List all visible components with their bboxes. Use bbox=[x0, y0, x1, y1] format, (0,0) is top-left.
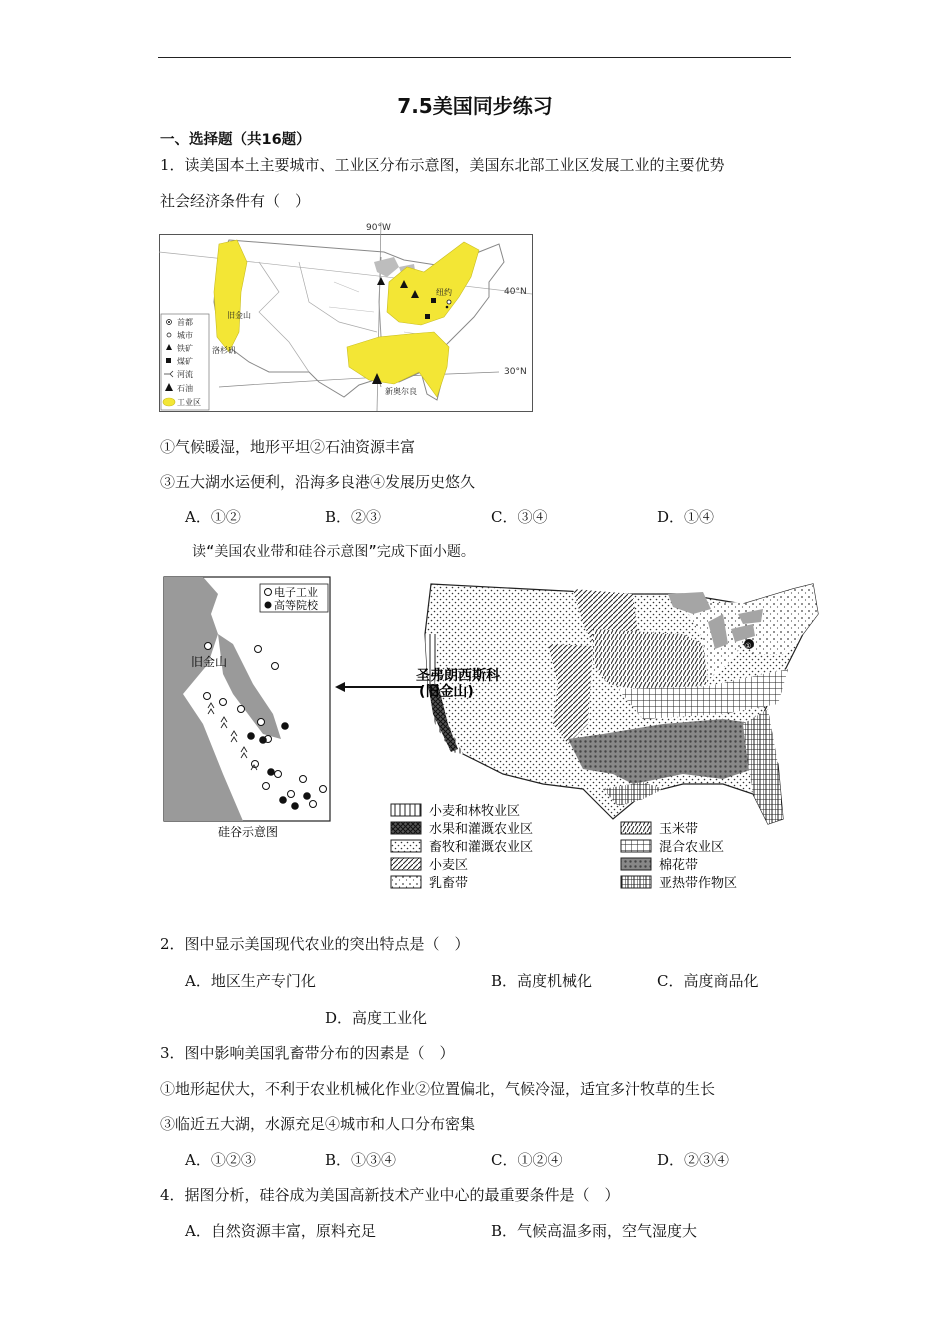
us-agriculture-map bbox=[163, 574, 823, 896]
legend-oil: 石油 bbox=[177, 384, 193, 393]
ag-legend-fruit-irrigation: 水果和灌溉农业区 bbox=[429, 822, 534, 837]
q4-option-b[interactable]: B．气候高温多雨，空气湿度大 bbox=[491, 1222, 698, 1240]
map1-city-ny: 纽约 bbox=[436, 288, 452, 297]
inset-city-sf: 旧金山 bbox=[191, 655, 228, 669]
q1-statement1: ①气候暖湿，地形平坦②石油资源丰富 bbox=[160, 438, 416, 456]
ag-legend-subtropical: 亚热带作物区 bbox=[659, 876, 738, 891]
q2-option-c[interactable]: C．高度商品化 bbox=[657, 972, 759, 990]
q1-stem-line2: 社会经济条件有（ ） bbox=[160, 192, 311, 210]
q2-stem: 2．图中显示美国现代农业的突出特点是（ ） bbox=[160, 935, 470, 953]
legend-capital: 首都 bbox=[177, 318, 193, 327]
q3-stem: 3．图中影响美国乳畜带分布的因素是（ ） bbox=[160, 1044, 455, 1062]
group-intro: 读“美国农业带和硅谷示意图”完成下面小题。 bbox=[192, 544, 475, 560]
inset-legend-electronics: 电子工业 bbox=[274, 586, 318, 599]
q1-option-b[interactable]: B．②③ bbox=[325, 508, 382, 526]
q1-option-c[interactable]: C．③④ bbox=[491, 508, 548, 526]
q3-statement1: ①地形起伏大，不利于农业机械化作业②位置偏北，气候冷湿，适宜多汁牧草的生长 bbox=[160, 1080, 716, 1098]
map1-lon-label: 90°W bbox=[366, 223, 391, 233]
legend-coal: 煤矿 bbox=[177, 357, 193, 366]
legend-iron: 铁矿 bbox=[177, 344, 193, 353]
map1-city-sf: 旧金山 bbox=[227, 311, 251, 320]
q4-stem: 4．据图分析，硅谷成为美国高新技术产业中心的最重要条件是（ ） bbox=[160, 1186, 620, 1204]
q3-statement2: ③临近五大湖，水源充足④城市和人口分布密集 bbox=[160, 1115, 476, 1133]
ag-legend-cotton: 棉花带 bbox=[659, 858, 699, 873]
ag-legend-wheat: 小麦区 bbox=[429, 858, 469, 873]
map1-lat40-label: 40°N bbox=[504, 287, 527, 297]
ag-legend-livestock-irrigation: 畜牧和灌溉农业区 bbox=[429, 840, 534, 855]
q1-option-d[interactable]: D．①④ bbox=[657, 508, 715, 526]
q1-stem-line1: 1．读美国本土主要城市、工业区分布示意图，美国东北部工业区发展工业的主要优势 bbox=[160, 156, 725, 174]
ag-map-marker: ① bbox=[745, 642, 752, 650]
q3-option-d[interactable]: D．②③④ bbox=[657, 1151, 730, 1169]
ag-legend-dairy: 乳畜带 bbox=[429, 876, 469, 891]
q1-statement2: ③五大湖水运便利，沿海多良港④发展历史悠久 bbox=[160, 473, 476, 491]
q2-option-d[interactable]: D．高度工业化 bbox=[325, 1009, 428, 1027]
q2-option-b[interactable]: B．高度机械化 bbox=[491, 972, 593, 990]
q3-option-a[interactable]: A．①②③ bbox=[185, 1151, 256, 1169]
callout-line2: (旧金山) bbox=[419, 684, 474, 700]
legend-industry: 工业区 bbox=[177, 398, 201, 407]
header-rule bbox=[158, 57, 791, 58]
section-heading: 一、选择题（共16题） bbox=[160, 132, 311, 148]
inset-caption: 硅谷示意图 bbox=[218, 825, 279, 839]
ag-legend-corn: 玉米带 bbox=[659, 822, 699, 837]
map1-city-no: 新奥尔良 bbox=[385, 387, 417, 396]
q1-option-a[interactable]: A．①② bbox=[185, 508, 241, 526]
ag-legend-wheat-forest: 小麦和林牧业区 bbox=[429, 804, 521, 819]
map1-lat30-label: 30°N bbox=[504, 367, 527, 377]
q4-option-a[interactable]: A．自然资源丰富，原料充足 bbox=[185, 1222, 376, 1240]
ag-legend-mixed: 混合农业区 bbox=[659, 840, 725, 855]
callout-line1: 圣弗朗西斯科 bbox=[416, 668, 500, 684]
map1-city-la: 洛杉矶 bbox=[212, 346, 236, 355]
legend-river: 河流 bbox=[177, 370, 193, 379]
inset-legend-university: 高等院校 bbox=[274, 599, 318, 612]
page-title: 7.5美国同步练习 bbox=[397, 94, 553, 118]
us-industry-map bbox=[159, 222, 533, 412]
q2-option-a[interactable]: A．地区生产专门化 bbox=[185, 972, 316, 990]
q3-option-b[interactable]: B．①③④ bbox=[325, 1151, 397, 1169]
legend-city: 城市 bbox=[177, 331, 193, 340]
q3-option-c[interactable]: C．①②④ bbox=[491, 1151, 563, 1169]
